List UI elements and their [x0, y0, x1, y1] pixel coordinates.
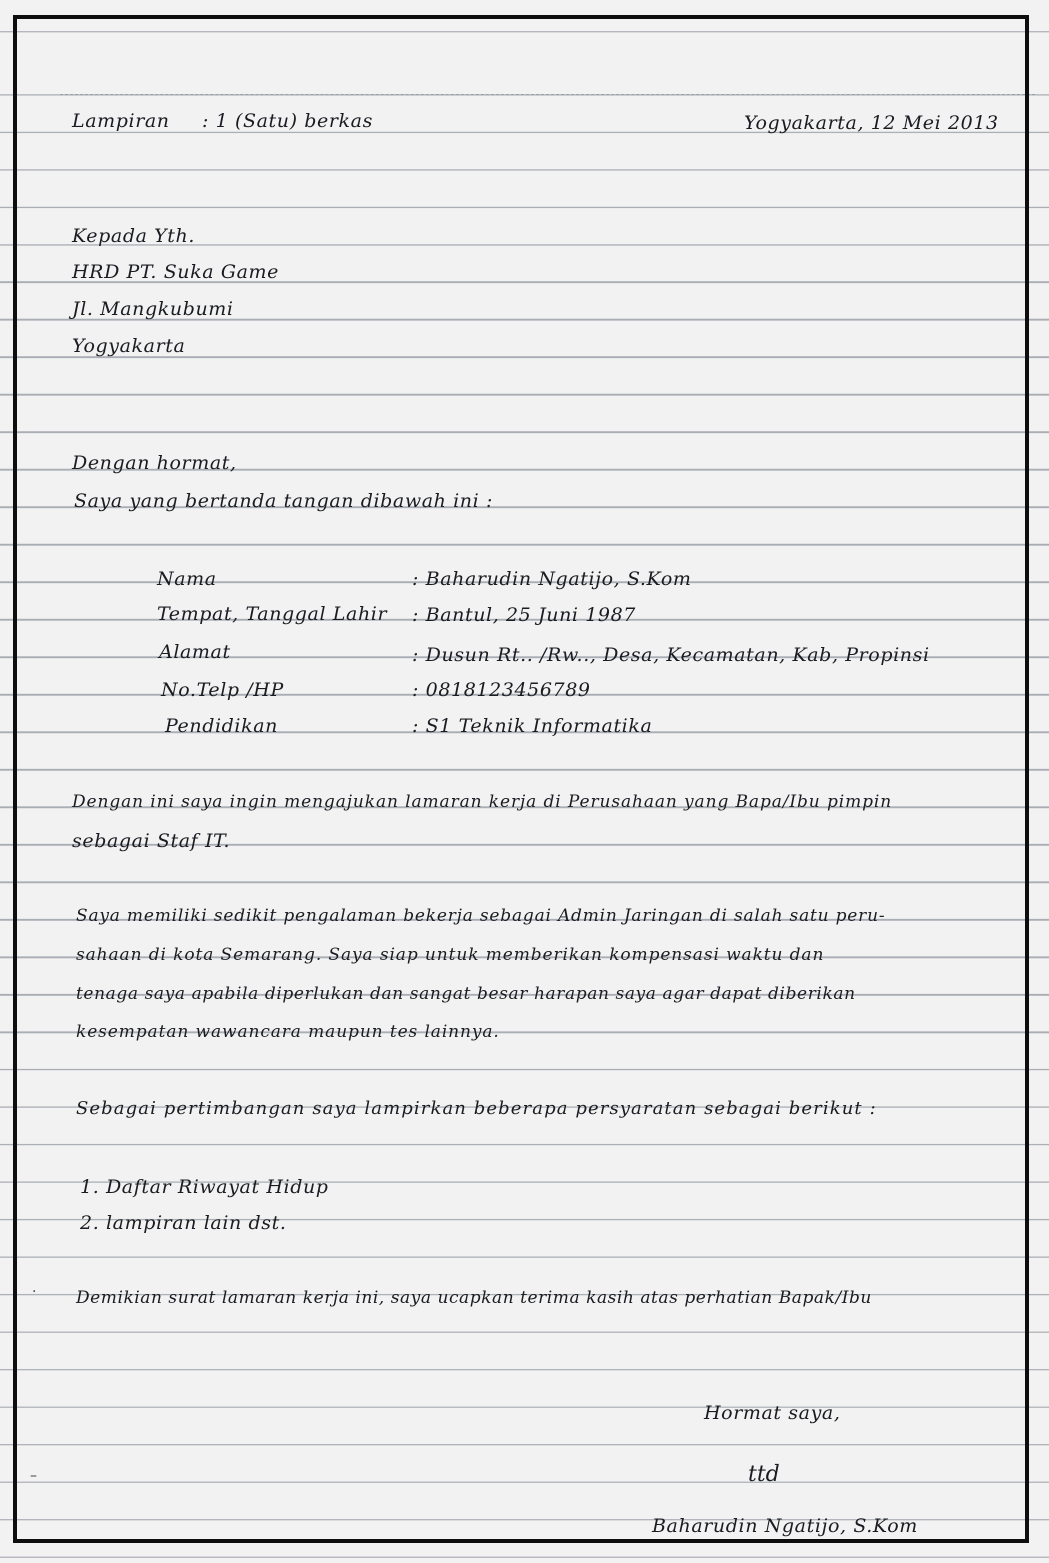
lampiran-label: Lampiran [72, 110, 170, 132]
recipient-line-2: HRD PT. Suka Game [72, 261, 279, 283]
detail-value: : Baharudin Ngatijo, S.Kom [412, 568, 692, 590]
para1-line-2: sebagai Staf IT. [72, 830, 231, 852]
signer-name: Baharudin Ngatijo, S.Kom [652, 1515, 918, 1537]
greeting: Dengan hormat, [72, 452, 237, 474]
lampiran-value: : 1 (Satu) berkas [202, 110, 373, 132]
attachment-item: 1. Daftar Riwayat Hidup [80, 1176, 329, 1198]
para1-line-1: Dengan ini saya ingin mengajukan lamaran kerja di Perusahaan yang Bapa/Ibu pimpin [72, 792, 893, 812]
attachment-item: 2. lampiran lain dst. [80, 1212, 287, 1234]
para2-line-3: tenaga saya apabila diperlukan dan sangat besar harapan saya agar dapat diberikan [76, 984, 856, 1004]
para3-line: Sebagai pertimbangan saya lampirkan beberapa persyaratan sebagai berikut : [76, 1098, 877, 1119]
salutation: Hormat saya, [704, 1402, 841, 1424]
recipient-line-4: Yogyakarta [72, 335, 186, 357]
detail-value: : Bantul, 25 Juni 1987 [412, 604, 636, 626]
para2-line-2: sahaan di kota Semarang. Saya siap untuk memberikan kompensasi waktu dan [76, 945, 825, 965]
detail-value: : Dusun Rt.. /Rw.., Desa, Kecamatan, Kab, Propinsi [412, 644, 930, 666]
margin-dash-mark: – [30, 1468, 37, 1484]
detail-label: Tempat, Tanggal Lahir [157, 603, 388, 625]
ttd-mark: ttd [748, 1462, 780, 1487]
recipient-line-1: Kepada Yth. [72, 225, 196, 247]
para2-line-1: Saya memiliki sedikit pengalaman bekerja sebagai Admin Jaringan di salah satu peru- [76, 906, 886, 926]
detail-value: : S1 Teknik Informatika [412, 715, 653, 737]
detail-value: : 0818123456789 [412, 679, 591, 701]
closing-line: Demikian surat lamaran kerja ini, saya ucapkan terima kasih atas perhatian Bapak/Ibu [76, 1288, 872, 1308]
para2-line-4: kesempatan wawancara maupun tes lainnya. [76, 1022, 500, 1042]
detail-label: Pendidikan [165, 715, 278, 737]
place-date: Yogyakarta, 12 Mei 2013 [744, 112, 999, 134]
detail-label: No.Telp /HP [161, 679, 284, 701]
detail-label: Alamat [159, 641, 231, 663]
intro-line: Saya yang bertanda tangan dibawah ini : [74, 490, 493, 512]
recipient-line-3: Jl. Mangkubumi [72, 298, 234, 320]
detail-label: Nama [157, 568, 217, 590]
margin-tick-mark: · [32, 1284, 37, 1300]
